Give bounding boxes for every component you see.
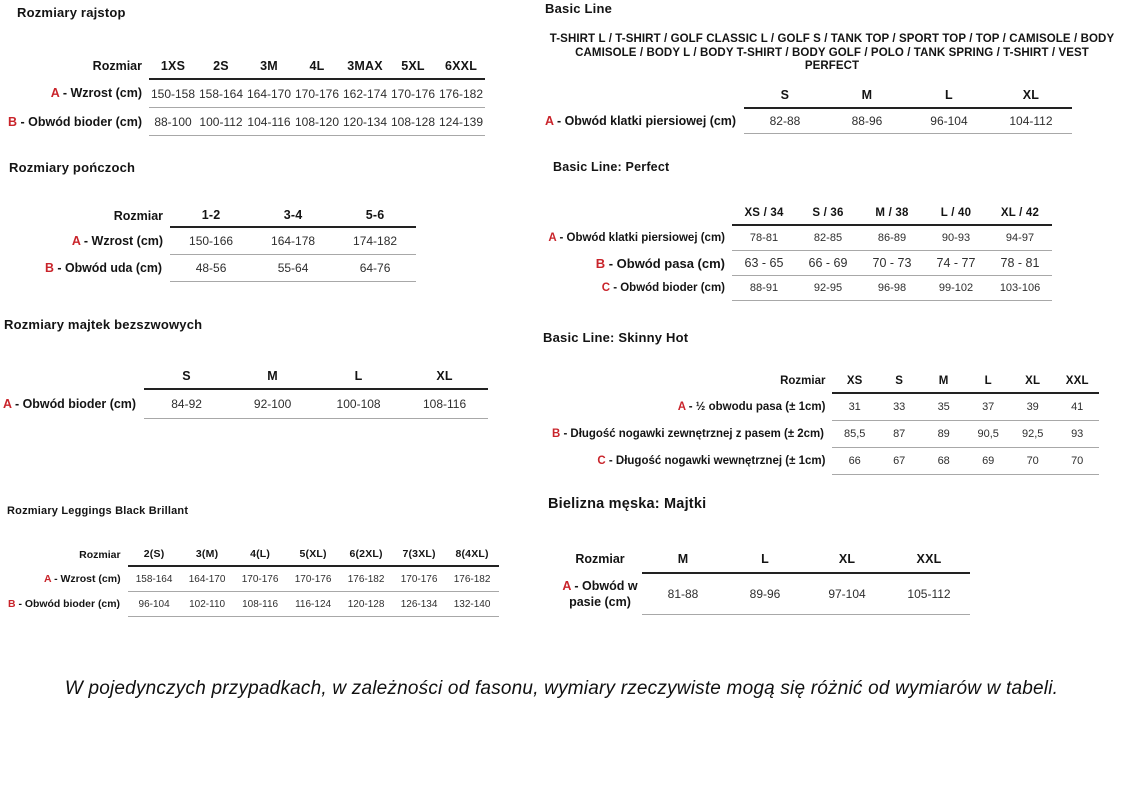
section-title-ponczochy: Rozmiary pończoch xyxy=(9,160,136,175)
column-header: XL xyxy=(1010,369,1055,393)
row-label: A - Wzrost (cm) xyxy=(50,86,142,101)
size-value: 170-176 xyxy=(293,79,341,108)
size-value: 55-64 xyxy=(252,255,334,282)
size-value: 74 - 77 xyxy=(924,251,988,276)
size-table-basic-line-perfect xyxy=(545,201,1052,301)
size-value: 96-104 xyxy=(908,108,990,134)
table-row xyxy=(2,79,485,108)
size-value: 93 xyxy=(1055,421,1100,448)
size-value: 92-95 xyxy=(796,276,860,301)
measure-letter: A xyxy=(43,572,52,585)
size-value: 162-174 xyxy=(341,79,389,108)
size-value: 100-108 xyxy=(316,389,402,419)
size-value: 64-76 xyxy=(334,255,416,282)
row-label: A - ½ obwodu pasa (± 1cm) xyxy=(677,400,826,413)
column-header: L xyxy=(908,82,990,108)
table-row xyxy=(2,108,485,136)
table-row xyxy=(545,225,1052,251)
size-value: 41 xyxy=(1055,393,1100,421)
row-label: B - Obwód pasa (cm) xyxy=(595,255,725,271)
column-header: XL xyxy=(990,82,1072,108)
size-value: 132-140 xyxy=(446,592,499,617)
column-header: XL xyxy=(402,364,488,389)
size-value: 88-100 xyxy=(149,108,197,136)
measure-letter: A xyxy=(677,400,686,413)
column-header: S / 36 xyxy=(796,201,860,225)
size-table xyxy=(45,204,416,282)
table-corner-label xyxy=(545,82,744,108)
size-table xyxy=(558,546,970,615)
size-value: 90-93 xyxy=(924,225,988,251)
size-value: 63 - 65 xyxy=(732,251,796,276)
size-value: 108-116 xyxy=(234,592,287,617)
size-value: 120-134 xyxy=(341,108,389,136)
column-header: 1XS xyxy=(149,53,197,79)
size-value: 104-112 xyxy=(990,108,1072,134)
column-header: L xyxy=(316,364,402,389)
size-value: 97-104 xyxy=(806,573,888,615)
column-header: XXL xyxy=(1055,369,1100,393)
table-corner-label: Rozmiar xyxy=(780,375,826,387)
size-value: 85,5 xyxy=(832,421,877,448)
table-row xyxy=(545,108,1072,134)
size-table-majtki-bezszwowe xyxy=(3,364,488,419)
size-value: 70 xyxy=(1010,448,1055,475)
size-value: 88-96 xyxy=(826,108,908,134)
section-title-basic-line-perfect: Basic Line: Perfect xyxy=(553,160,670,174)
size-value: 84-92 xyxy=(144,389,230,419)
column-header: L xyxy=(966,369,1011,393)
size-value: 150-166 xyxy=(170,227,252,255)
row-label: B - Obwód bioder (cm) xyxy=(7,114,142,129)
measure-letter: B xyxy=(45,261,54,275)
size-value: 104-116 xyxy=(245,108,293,136)
section-title-basic-line: Basic Line xyxy=(545,1,613,16)
measure-letter: A xyxy=(3,396,12,411)
column-header: XL / 42 xyxy=(988,201,1052,225)
size-value: 170-176 xyxy=(389,79,437,108)
size-value: 86-89 xyxy=(860,225,924,251)
measure-letter: A xyxy=(562,578,571,593)
column-header: M xyxy=(230,364,316,389)
column-header: S xyxy=(744,82,826,108)
column-header: 4L xyxy=(293,53,341,79)
column-header: 4(L) xyxy=(234,543,287,566)
size-value: 176-182 xyxy=(340,566,393,592)
column-header: 3(M) xyxy=(181,543,234,566)
column-header: 2S xyxy=(197,53,245,79)
basic-line-products: T-SHIRT L / T-SHIRT / GOLF CLASSIC L / GOLF S / TANK TOP / SPORT TOP / TOP / CAMISOLE / BODY CAMISOLE / BODY L / BODY T-SHIRT / BODY GOLF / POLO / TANK SPRING / T-SHIRT / VEST PERFECT xyxy=(549,33,1115,72)
measure-letter: B xyxy=(595,255,606,271)
column-header: XL xyxy=(806,546,888,573)
measure-letter: A xyxy=(50,86,60,101)
size-table xyxy=(552,369,1099,475)
column-header: 7(3XL) xyxy=(393,543,446,566)
size-value: 164-170 xyxy=(245,79,293,108)
footer-note: W pojedynczych przypadkach, w zależności od fasonu, wymiary rzeczywiste mogą się różnić od wymiarów w tabeli. xyxy=(64,678,1059,699)
column-header: L / 40 xyxy=(924,201,988,225)
table-corner-label: Rozmiar xyxy=(79,548,121,561)
size-value: 78-81 xyxy=(732,225,796,251)
table-row xyxy=(8,592,499,617)
section-title-majtki-bezszwowe: Rozmiary majtek bezszwowych xyxy=(4,317,203,332)
table-corner-label: Rozmiar xyxy=(92,59,142,73)
column-header: L xyxy=(724,546,806,573)
size-value: 68 xyxy=(921,448,966,475)
column-header: S xyxy=(877,369,922,393)
row-label: A - Obwód klatki piersiowej (cm) xyxy=(548,231,725,244)
column-header: M xyxy=(921,369,966,393)
size-value: 108-116 xyxy=(402,389,488,419)
size-value: 94-97 xyxy=(988,225,1052,251)
measure-letter: B xyxy=(7,114,17,129)
table-row xyxy=(552,448,1099,475)
size-value: 89 xyxy=(921,421,966,448)
column-header: 5(XL) xyxy=(287,543,340,566)
size-value: 176-182 xyxy=(446,566,499,592)
size-table xyxy=(2,53,485,136)
table-corner-label: Rozmiar xyxy=(575,552,625,567)
table-row xyxy=(8,566,499,592)
table-row xyxy=(552,393,1099,421)
size-value: 69 xyxy=(966,448,1011,475)
size-value: 102-110 xyxy=(181,592,234,617)
table-row xyxy=(545,276,1052,301)
size-value: 96-98 xyxy=(860,276,924,301)
measure-letter: A xyxy=(548,231,557,244)
row-label: B - Obwód bioder (cm) xyxy=(8,598,121,610)
measure-letter: C xyxy=(601,282,610,294)
size-value: 90,5 xyxy=(966,421,1011,448)
size-value: 66 - 69 xyxy=(796,251,860,276)
size-value: 78 - 81 xyxy=(988,251,1052,276)
size-value: 48-56 xyxy=(170,255,252,282)
size-value: 39 xyxy=(1010,393,1055,421)
column-header: 3MAX xyxy=(341,53,389,79)
size-table xyxy=(8,543,499,617)
measure-letter: C xyxy=(597,455,606,467)
table-row xyxy=(552,421,1099,448)
size-value: 92,5 xyxy=(1010,421,1055,448)
size-value: 126-134 xyxy=(393,592,446,617)
size-value: 158-164 xyxy=(128,566,181,592)
section-title-basic-line-skinny-hot: Basic Line: Skinny Hot xyxy=(543,330,689,345)
size-value: 103-106 xyxy=(988,276,1052,301)
column-header: M xyxy=(826,82,908,108)
column-header: 5XL xyxy=(389,53,437,79)
column-header: XS xyxy=(832,369,877,393)
size-value: 108-128 xyxy=(389,108,437,136)
measure-letter: B xyxy=(8,598,16,610)
row-label: A - Obwód bioder (cm) xyxy=(3,396,136,411)
size-value: 35 xyxy=(921,393,966,421)
column-header: 3-4 xyxy=(252,204,334,227)
size-table-leggings xyxy=(8,543,499,617)
column-header: XXL xyxy=(888,546,970,573)
size-table-rajstop xyxy=(2,53,485,136)
row-label: C - Obwód bioder (cm) xyxy=(601,282,725,294)
size-value: 124-139 xyxy=(437,108,485,136)
size-table-bielizna-meska xyxy=(558,546,970,615)
size-value: 164-170 xyxy=(181,566,234,592)
size-value: 170-176 xyxy=(287,566,340,592)
table-row xyxy=(545,251,1052,276)
row-label: A - Obwód w pasie (cm) xyxy=(562,578,638,609)
size-table xyxy=(545,201,1052,301)
row-label: A - Obwód klatki piersiowej (cm) xyxy=(545,113,736,128)
row-label: B - Obwód uda (cm) xyxy=(45,261,162,275)
section-title-leggings: Rozmiary Leggings Black Brillant xyxy=(7,505,189,517)
table-row xyxy=(45,255,416,282)
size-value: 31 xyxy=(832,393,877,421)
table-corner-label xyxy=(3,364,144,389)
size-value: 150-158 xyxy=(149,79,197,108)
size-value: 70 xyxy=(1055,448,1100,475)
size-value: 99-102 xyxy=(924,276,988,301)
row-label: C - Długość nogawki wewnętrznej (± 1cm) xyxy=(597,455,826,467)
size-table-basic-line xyxy=(545,82,1072,134)
measure-letter: A xyxy=(545,113,554,128)
size-value: 158-164 xyxy=(197,79,245,108)
table-corner-label: Rozmiar xyxy=(113,208,164,223)
table-row xyxy=(558,573,970,615)
size-value: 174-182 xyxy=(334,227,416,255)
size-value: 82-88 xyxy=(744,108,826,134)
size-value: 88-91 xyxy=(732,276,796,301)
size-value: 108-120 xyxy=(293,108,341,136)
size-value: 105-112 xyxy=(888,573,970,615)
section-title-bielizna-meska: Bielizna męska: Majtki xyxy=(548,496,707,512)
size-value: 87 xyxy=(877,421,922,448)
size-table-basic-line-skinny-hot xyxy=(552,369,1099,475)
size-value: 82-85 xyxy=(796,225,860,251)
size-value: 164-178 xyxy=(252,227,334,255)
row-label: A - Wzrost (cm) xyxy=(43,572,121,585)
size-value: 66 xyxy=(832,448,877,475)
column-header: XS / 34 xyxy=(732,201,796,225)
size-value: 100-112 xyxy=(197,108,245,136)
column-header: 1-2 xyxy=(170,204,252,227)
table-row xyxy=(45,227,416,255)
row-label: B - Długość nogawki zewnętrznej z pasem (± 2cm) xyxy=(552,428,824,440)
size-value: 96-104 xyxy=(128,592,181,617)
measure-letter: A xyxy=(71,233,81,248)
column-header: M xyxy=(642,546,724,573)
size-value: 116-124 xyxy=(287,592,340,617)
column-header: 6XXL xyxy=(437,53,485,79)
column-header: S xyxy=(144,364,230,389)
size-value: 67 xyxy=(877,448,922,475)
size-value: 170-176 xyxy=(393,566,446,592)
size-value: 92-100 xyxy=(230,389,316,419)
size-value: 81-88 xyxy=(642,573,724,615)
size-value: 120-128 xyxy=(340,592,393,617)
column-header: 2(S) xyxy=(128,543,181,566)
size-table-ponczochy xyxy=(45,204,416,282)
size-value: 176-182 xyxy=(437,79,485,108)
column-header: 5-6 xyxy=(334,204,416,227)
section-title-rajstop: Rozmiary rajstop xyxy=(17,5,126,20)
size-table xyxy=(545,82,1072,134)
size-value: 37 xyxy=(966,393,1011,421)
row-label: A - Wzrost (cm) xyxy=(71,233,164,248)
column-header: 8(4XL) xyxy=(446,543,499,566)
table-row xyxy=(3,389,488,419)
size-value: 70 - 73 xyxy=(860,251,924,276)
column-header: 3M xyxy=(245,53,293,79)
column-header: M / 38 xyxy=(860,201,924,225)
size-table xyxy=(3,364,488,419)
size-value: 170-176 xyxy=(234,566,287,592)
size-value: 89-96 xyxy=(724,573,806,615)
table-corner-label xyxy=(545,201,732,225)
measure-letter: B xyxy=(552,428,561,440)
size-value: 33 xyxy=(877,393,922,421)
column-header: 6(2XL) xyxy=(340,543,393,566)
